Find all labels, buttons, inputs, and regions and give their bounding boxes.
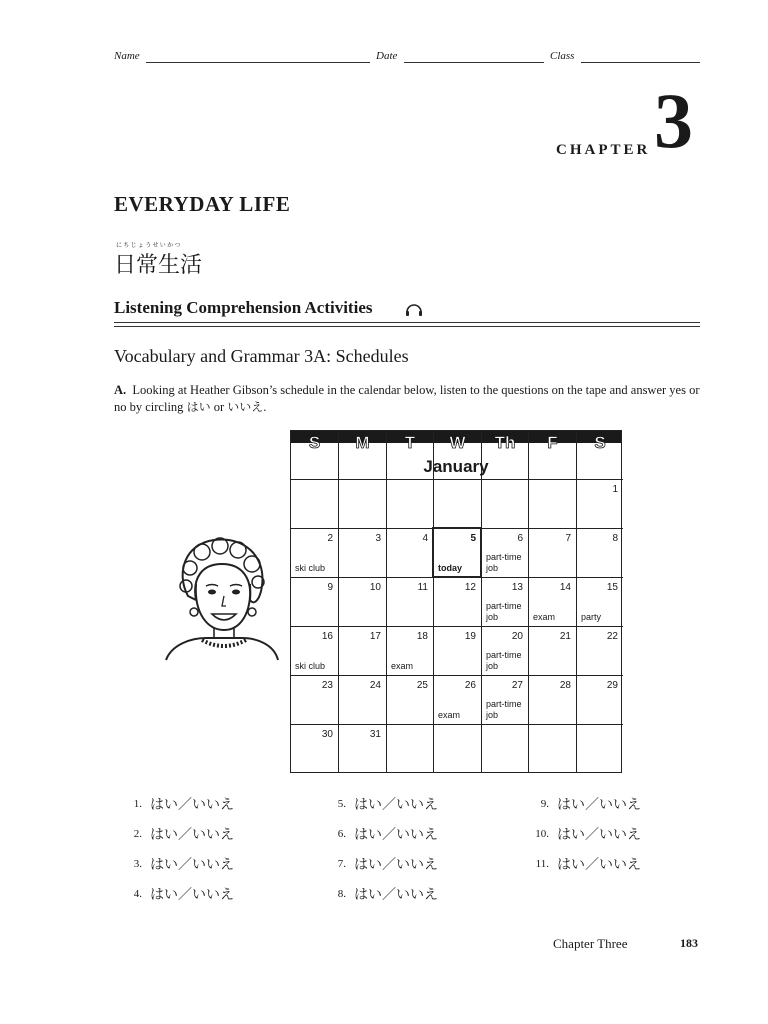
day-number: 31 (369, 729, 381, 740)
calendar-day-cell (576, 528, 623, 577)
day-number: 10 (369, 582, 381, 593)
calendar-day-cell (291, 528, 338, 577)
answer-choice[interactable]: はい／いいえ (150, 857, 234, 873)
calendar-day-cell (433, 626, 481, 675)
class-label: Class (550, 50, 575, 62)
answer-number: 1. (133, 798, 142, 810)
january-calendar (290, 430, 622, 773)
day-header-label: T (404, 433, 416, 452)
day-number: 13 (511, 582, 523, 593)
answer-choice[interactable]: はい／いいえ (150, 797, 234, 813)
answer-number: 10. (535, 828, 549, 840)
calendar-day-cell (433, 675, 481, 724)
calendar-day-cell (338, 528, 386, 577)
day-number: 22 (606, 631, 618, 642)
day-number: 20 (511, 631, 523, 642)
day-header-label: S (594, 433, 606, 452)
calendar-day-cell (481, 724, 528, 773)
day-number: 23 (321, 680, 333, 691)
day-number: 2 (327, 533, 333, 544)
calendar-day-cell (576, 479, 623, 528)
calendar-day-cell (481, 528, 528, 577)
calendar-day-cell (576, 724, 623, 773)
date-label: Date (376, 50, 398, 62)
calendar-day-cell (481, 479, 528, 528)
answer-choice[interactable]: はい／いいえ (557, 797, 641, 813)
day-number: 4 (422, 533, 428, 544)
name-label: Name (114, 50, 140, 62)
day-number: 19 (464, 631, 476, 642)
calendar-day-cell (291, 479, 338, 528)
date-line[interactable] (404, 62, 544, 63)
answer-number: 3. (133, 858, 142, 870)
iie-word: いいえ (227, 400, 264, 414)
answer-number: 11. (535, 858, 549, 870)
event-label: ski club (295, 563, 326, 573)
day-number: 24 (369, 680, 381, 691)
event-label: exam (438, 710, 461, 720)
day-number: 12 (464, 582, 476, 593)
day-header-label: F (547, 433, 558, 452)
calendar-day-cell (291, 724, 338, 773)
day-number: 25 (416, 680, 428, 691)
calendar-day-cell (481, 675, 528, 724)
day-number: 5 (470, 533, 476, 544)
instruction-label: A. (114, 383, 127, 397)
day-number: 15 (606, 582, 618, 593)
calendar-day-cell (528, 479, 576, 528)
calendar-day-cell (338, 577, 386, 626)
day-number: 1 (612, 484, 618, 495)
today-highlight (432, 527, 482, 578)
heather-illustration (162, 534, 280, 664)
calendar-day-cell (291, 577, 338, 626)
calendar-day-cell (386, 479, 433, 528)
day-header-label: S (308, 433, 321, 452)
calendar-day-cell (433, 479, 481, 528)
calendar-day-cell (528, 675, 576, 724)
section-heading: Listening Comprehension Activities (114, 298, 373, 317)
page-title: EVERYDAY LIFE (114, 192, 291, 216)
event-label: part-time job (486, 601, 522, 622)
answer-choice[interactable]: はい／いいえ (150, 887, 234, 903)
answer-choice[interactable]: はい／いいえ (557, 857, 641, 873)
day-number: 27 (511, 680, 523, 691)
day-number: 11 (417, 582, 428, 593)
day-number: 14 (559, 582, 571, 593)
chapter-number: 3 (654, 77, 693, 164)
day-number: 16 (321, 631, 333, 642)
hai-word: はい (186, 400, 211, 414)
event-label: ski club (295, 661, 326, 671)
calendar-day-cell (338, 724, 386, 773)
answer-number: 5. (337, 798, 346, 810)
day-number: 3 (375, 533, 381, 544)
instruction-period: . (263, 400, 267, 414)
calendar-day-cell (386, 528, 433, 577)
calendar-month: January (423, 457, 489, 476)
calendar-day-cell (528, 577, 576, 626)
day-number: 26 (464, 680, 476, 691)
day-number: 17 (369, 631, 381, 642)
day-number: 6 (517, 533, 523, 544)
event-label: part-time job (486, 552, 522, 573)
calendar-day-cell (528, 626, 576, 675)
calendar-day-cell (528, 724, 576, 773)
calendar-day-cell (338, 675, 386, 724)
chapter-word: CHAPTER (556, 142, 651, 158)
day-number: 9 (327, 582, 333, 593)
day-header-label: W (449, 433, 466, 452)
section-rule (114, 322, 700, 323)
answer-choice[interactable]: はい／いいえ (354, 797, 438, 813)
event-label: part-time job (486, 699, 522, 720)
day-number: 30 (321, 729, 333, 740)
calendar-day-cell (576, 675, 623, 724)
answer-number: 9. (540, 798, 549, 810)
instruction (114, 382, 700, 416)
answer-choice[interactable]: はい／いいえ (354, 887, 438, 903)
calendar-day-cell (291, 675, 338, 724)
instruction-text: Looking at Heather Gibson’s schedule in the calendar below, listen to the questions on the tape and answer yes or no by circling (114, 383, 700, 414)
day-number: 21 (559, 631, 571, 642)
today-label: today (438, 563, 463, 573)
answer-number: 8. (337, 888, 346, 900)
kanji-title: 日常生活 (114, 253, 203, 278)
or-word: or (213, 400, 225, 414)
answer-number: 2. (133, 828, 142, 840)
headphones-icon (404, 299, 424, 319)
answer-number: 4. (133, 888, 142, 900)
calendar-day-cell (528, 528, 576, 577)
answer-choice[interactable]: はい／いいえ (354, 857, 438, 873)
calendar-day-cell (386, 577, 433, 626)
calendar-day-cell (386, 675, 433, 724)
calendar-day-cell (291, 626, 338, 675)
day-header-label: M (355, 433, 370, 452)
event-label: exam (391, 661, 414, 671)
calendar-day-cell (386, 724, 433, 773)
calendar-day-cell (481, 577, 528, 626)
answer-choice[interactable]: はい／いいえ (150, 827, 234, 843)
name-line[interactable] (146, 62, 370, 63)
answer-choice[interactable]: はい／いいえ (557, 827, 641, 843)
day-number: 29 (606, 680, 618, 691)
day-header-label: Th (494, 433, 516, 452)
calendar-day-cell (576, 577, 623, 626)
furigana: にちじょうせいかつ (116, 242, 182, 249)
class-line[interactable] (581, 62, 700, 63)
calendar-day-cell (338, 479, 386, 528)
footer-chapter: Chapter Three (553, 936, 628, 951)
event-label: party (581, 612, 602, 622)
day-number: 8 (612, 533, 618, 544)
event-label: part-time job (486, 650, 522, 671)
answer-number: 7. (337, 858, 346, 870)
worksheet-header (114, 50, 700, 66)
calendar-day-cell (386, 626, 433, 675)
section-rule-thin (114, 326, 700, 327)
event-label: exam (533, 612, 556, 622)
calendar-day-cell (481, 626, 528, 675)
subsection-heading: Vocabulary and Grammar 3A: Schedules (114, 346, 409, 366)
calendar-day-cell (576, 626, 623, 675)
answer-number: 6. (337, 828, 346, 840)
calendar-day-cell (433, 577, 481, 626)
day-number: 7 (565, 533, 571, 544)
answer-choice[interactable]: はい／いいえ (354, 827, 438, 843)
calendar-day-cell (433, 724, 481, 773)
day-number: 28 (559, 680, 571, 691)
page-number: 183 (680, 936, 698, 950)
calendar-day-cell (338, 626, 386, 675)
day-number: 18 (416, 631, 428, 642)
